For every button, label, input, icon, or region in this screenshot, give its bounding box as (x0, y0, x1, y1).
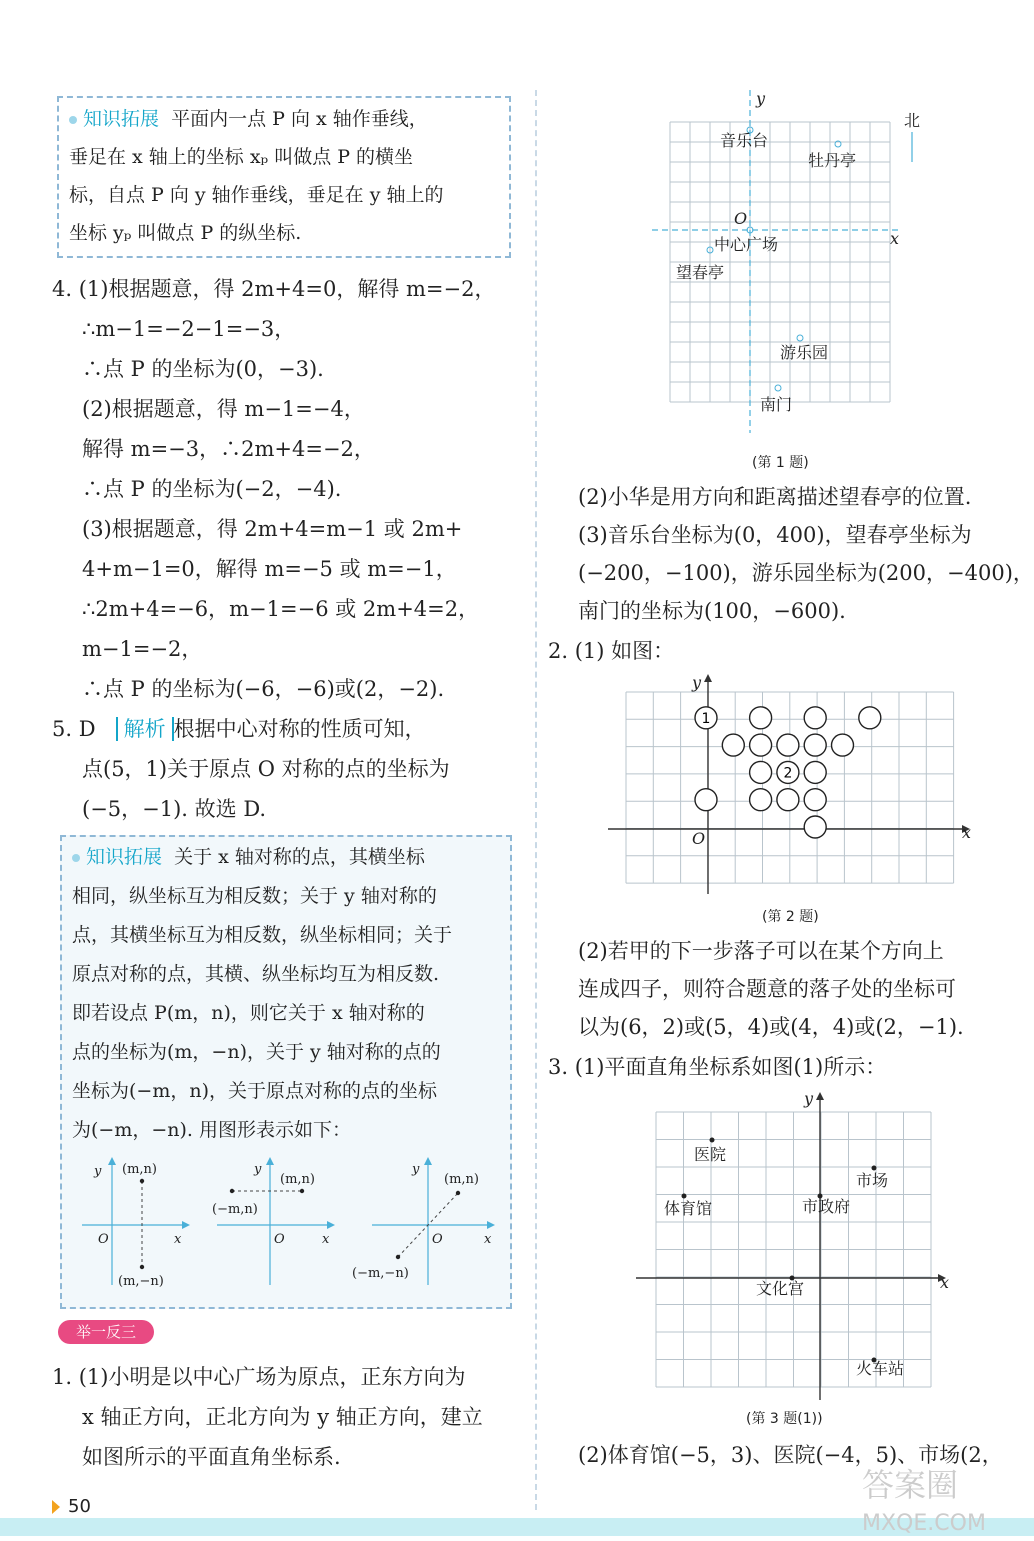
answer-line: 3. (1)平面直角坐标系如图(1)所示： (548, 1055, 887, 1079)
answer-line: 连成四子，则符合题意的落子处的坐标可 (578, 977, 956, 1001)
knowledge-line: 点的坐标为(m，−n)，关于 y 轴对称的点的 (72, 1041, 441, 1063)
page-number: 50 (68, 1496, 91, 1517)
place-label: 音乐台 (720, 131, 769, 150)
answer-line: 2. (1) 如图： (548, 639, 675, 663)
stone-label: 2 (783, 765, 793, 782)
place-label: 市政府 (802, 1197, 851, 1216)
q5-line: 点(5，1)关于原点 O 对称的点的坐标为 (82, 757, 450, 781)
answer-line: 4+m−1=0，解得 m=−5 或 m=−1， (82, 557, 457, 581)
figure-caption: (第 3 题(1)) (746, 1411, 823, 1427)
axis-label: y (94, 1164, 102, 1179)
origin-label: O (692, 829, 706, 848)
grid (626, 692, 954, 883)
watermark-logo: 答案圈 MXQE.COM (862, 1466, 986, 1536)
bullet-icon (72, 854, 80, 862)
axis-label: x (890, 229, 900, 248)
knowledge-title: 知识拓展 (83, 108, 160, 130)
origin-label: O (432, 1232, 443, 1247)
q5-line: (−5，−1). 故选 D. (82, 797, 267, 821)
knowledge-line: 相同，纵坐标互为相反数；关于 y 轴对称的 (72, 885, 437, 907)
answer-line: (−200，−100)，游乐园坐标为(200，−400)， (578, 561, 1034, 585)
origin-label: O (98, 1232, 109, 1247)
figure-caption: (第 2 题) (762, 909, 819, 925)
place-label: 市场 (856, 1171, 889, 1190)
stone (832, 734, 854, 756)
place-label: 体育馆 (664, 1199, 713, 1218)
knowledge-line: 即若设点 P(m，n)，则它关于 x 轴对称的 (72, 1002, 425, 1024)
bullet-icon (69, 116, 77, 124)
stone (750, 707, 772, 729)
stone (804, 789, 826, 811)
knowledge-box-1 (57, 96, 511, 258)
axis-label: x (484, 1232, 492, 1247)
answer-line: x 轴正方向，正北方向为 y 轴正方向，建立 (82, 1405, 483, 1429)
knowledge-line: 关于 x 轴对称的点，其横坐标 (174, 846, 425, 868)
section-badge: 举一反三 (58, 1320, 154, 1344)
stone (750, 789, 772, 811)
axis-label: x (962, 823, 972, 842)
point-label: (−m,n) (212, 1202, 258, 1217)
answer-line: ∴m−1=−2−1=−3， (82, 317, 296, 341)
knowledge-line: 垂足在 x 轴上的坐标 xₚ 叫做点 P 的横坐 (69, 146, 414, 168)
point-label: (m,−n) (118, 1274, 164, 1289)
stone (804, 761, 826, 783)
answer-line: m−1=−2， (82, 637, 203, 661)
place-label: 医院 (694, 1145, 727, 1164)
answer-line: 如图所示的平面直角坐标系. (82, 1445, 341, 1469)
knowledge-box-2 (60, 835, 512, 1309)
north-label: 北 (904, 111, 921, 130)
answer-line: (2)小华是用方向和距离描述望春亭的位置. (578, 485, 972, 509)
knowledge-line: 标，自点 P 向 y 轴作垂线，垂足在 y 轴上的 (69, 184, 444, 206)
stone (804, 816, 826, 838)
axis-label: x (174, 1232, 182, 1247)
x-axis-symmetry-figure (82, 1157, 190, 1289)
stone (722, 734, 744, 756)
figure-3-city (632, 1088, 962, 1408)
figure-1-map (650, 88, 940, 448)
answer-line: 解得 m=−3，∴2m+4=−2， (82, 437, 375, 461)
place-label: 望春亭 (676, 263, 725, 282)
answer-line: ∴点 P 的坐标为(−6，−6)或(2，−2). (82, 677, 445, 701)
answer-line: (2)若甲的下一步落子可以在某个方向上 (578, 939, 944, 963)
place-label: 文化宫 (756, 1279, 805, 1298)
answer-line: (2)体育馆(−5，3)、医院(−4，5)、市场(2， (578, 1443, 1003, 1467)
origin-symmetry-figure (352, 1157, 495, 1285)
knowledge-line: 原点对称的点，其横、纵坐标均互为相反数. (72, 963, 440, 985)
origin-label: O (734, 209, 748, 228)
answer-line: (3)音乐台坐标为(0，400)，望春亭坐标为 (578, 523, 972, 547)
stone (750, 761, 772, 783)
knowledge-title: 知识拓展 (86, 846, 163, 868)
page-marker-icon (52, 1500, 60, 1514)
stone (859, 707, 881, 729)
symmetry-figures (72, 1157, 502, 1297)
axis-label: y (756, 89, 766, 108)
knowledge-line: 坐标为(−m，n)，关于原点对称的点的坐标 (72, 1080, 437, 1102)
axis-label: y (412, 1162, 420, 1177)
answer-line: 1. (1)小明是以中心广场为原点，正东方向为 (52, 1365, 466, 1389)
answer-line: ∴点 P 的坐标为(−2，−4). (82, 477, 342, 501)
answer-line: 以为(6，2)或(5，4)或(4，4)或(2，−1). (578, 1015, 964, 1039)
q5-line (52, 714, 426, 744)
answer-line: 4. (1)根据题意，得 2m+4=0，解得 m=−2， (52, 277, 496, 301)
stone (695, 789, 717, 811)
knowledge-line: 为(−m，−n). 用图形表示如下： (72, 1119, 351, 1141)
knowledge-line: 点，其横坐标互为相反数，纵坐标相同；关于 (72, 924, 453, 946)
point-label: (m,n) (122, 1162, 157, 1177)
place-label: 牡丹亭 (808, 151, 857, 170)
stone-label: 1 (701, 710, 711, 727)
y-axis-symmetry-figure (212, 1157, 335, 1285)
q5-text: 根据中心对称的性质可知， (173, 717, 426, 741)
axis-label: y (804, 1089, 814, 1108)
place-label: 南门 (760, 395, 793, 414)
point-label: (m,n) (280, 1172, 315, 1187)
figure-caption: (第 1 题) (752, 455, 809, 471)
stone (777, 734, 799, 756)
answer-line: (2)根据题意，得 m−1=−4， (82, 397, 365, 421)
place-label: 中心广场 (714, 235, 779, 254)
origin-label: O (274, 1232, 285, 1247)
stones (695, 707, 881, 838)
analysis-tag: 解析 (116, 717, 174, 741)
axis-label: x (322, 1232, 330, 1247)
answer-line: 南门的坐标为(100，−600). (578, 599, 846, 623)
q5-prefix: 5. D (52, 717, 96, 741)
knowledge-line: 平面内一点 P 向 x 轴作垂线， (171, 108, 428, 130)
stone (777, 789, 799, 811)
figure-2-board (604, 672, 984, 902)
point-label: (m,n) (444, 1172, 479, 1187)
axis-label: y (254, 1162, 262, 1177)
answer-line: (3)根据题意，得 2m+4=m−1 或 2m+ (82, 517, 463, 541)
stone (804, 734, 826, 756)
stone (750, 734, 772, 756)
axis-label: x (940, 1273, 950, 1292)
point-label: (−m,−n) (352, 1266, 409, 1281)
axis-label: y (692, 673, 702, 692)
stone (804, 707, 826, 729)
answer-line: ∴点 P 的坐标为(0，−3). (82, 357, 324, 381)
knowledge-line: 坐标 yₚ 叫做点 P 的纵坐标. (69, 222, 302, 244)
place-label: 火车站 (856, 1359, 905, 1378)
column-divider (535, 90, 537, 1510)
answer-line: ∴2m+4=−6，m−1=−6 或 2m+4=2， (82, 597, 480, 621)
place-label: 游乐园 (780, 343, 829, 362)
